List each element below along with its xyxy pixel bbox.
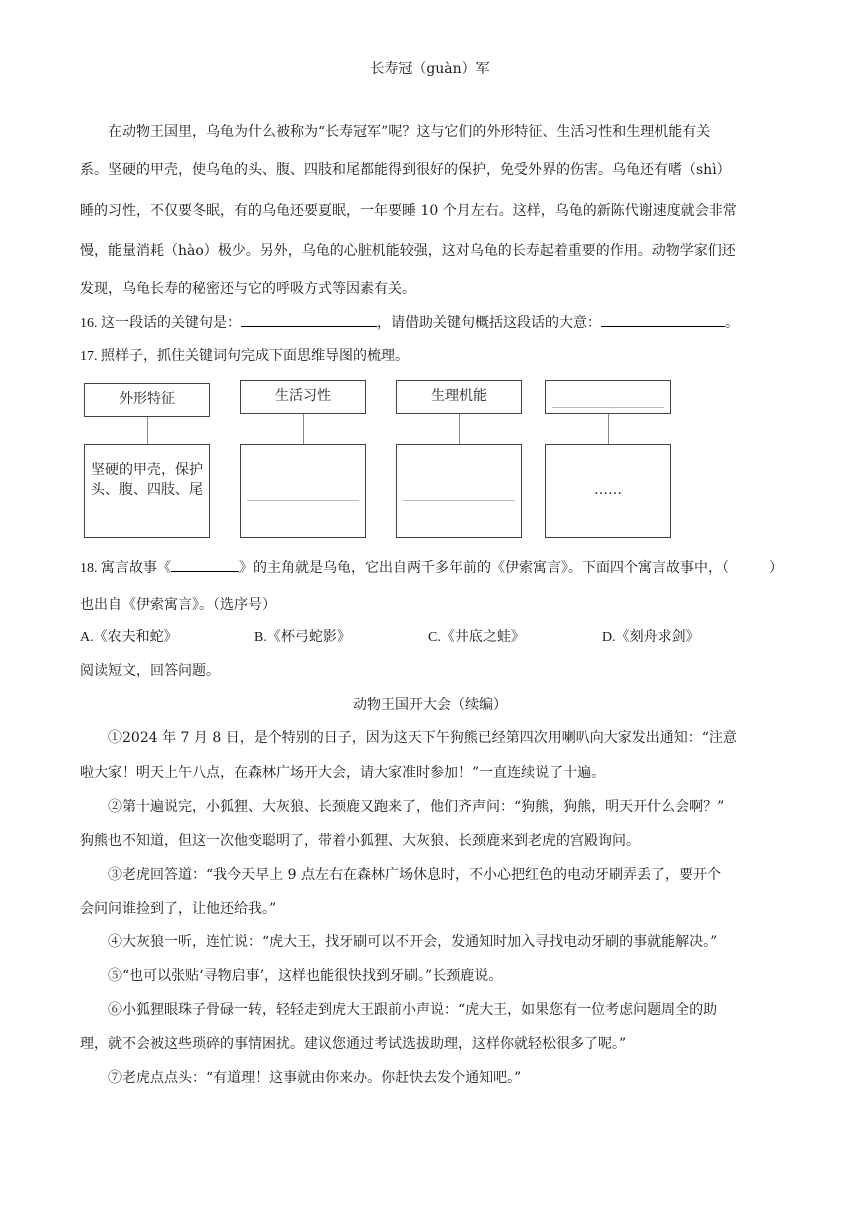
passage2-line: ②第十遍说完，小狐狸、大灰狼、长颈鹿又跑来了，他们齐声问：“狗熊，狗熊，明天开什么会啊？”	[108, 799, 725, 815]
passage2-line: ③老虎回答道：“我今天早上 9 点左右在森林广场休息时，不小心把红色的电动牙刷弄丢了，要开个	[108, 867, 721, 883]
mindmap-bottom-box	[84, 444, 210, 538]
passage1-line: 系。坚硬的甲壳，使乌龟的头、腹、四肢和尾都能得到很好的保护，免受外界的伤害。乌龟还有嗜（shì）	[80, 162, 731, 178]
passage2-line: 理，就不会被这些琐碎的事情困扰。建议您通过考试选拔助理，这样你就轻松很多了呢。”	[80, 1036, 627, 1052]
q18-prompt: 18. 寓言故事《	[80, 561, 171, 576]
mindmap-bottom-box	[545, 444, 671, 538]
q16-prompt: 16. 这一段话的关键句是：	[80, 316, 241, 331]
mindmap-connector	[147, 417, 148, 445]
passage2-title: 动物王国开大会（续编）	[353, 697, 507, 713]
mindmap-top-box	[84, 383, 210, 417]
mindmap-connector	[303, 414, 304, 444]
mindmap-top-box	[396, 380, 522, 414]
passage2-line: ①2024 年 7 月 8 日，是个特别的日子，因为这天下午狗熊已经第四次用喇叭向大家发出通知：“注意	[108, 730, 737, 746]
option-c[interactable]: C.《井底之蛙》	[428, 630, 525, 645]
q16-blank-key-sentence[interactable]	[241, 312, 377, 327]
passage2-line: ⑥小狐狸眼珠子骨碌一转，轻轻走到虎大王跟前小声说：“虎大王，如果您有一位考虑问题周全的助	[108, 1002, 718, 1018]
passage2-line: ④大灰狼一听，连忙说：“虎大王，找牙刷可以不开会，发通知时加入寻找电动牙刷的事就能解决。”	[108, 934, 718, 950]
mindmap-top-box[interactable]	[545, 380, 671, 414]
option-a[interactable]: A.《农夫和蛇》	[80, 630, 178, 645]
mindmap-top-label: 生理机能	[431, 388, 487, 404]
option-b[interactable]: B.《杯弓蛇影》	[254, 630, 351, 645]
question-16	[80, 312, 739, 332]
mindmap-example-text: 坚硬的甲壳，保护头、腹、四肢、尾	[91, 462, 203, 498]
passage2-line: 啦大家！明天上午八点，在森林广场开大会，请大家准时参加！”一直连续说了十遍。	[80, 765, 606, 781]
passage1-line: 发现，乌龟长寿的秘密还与它的呼吸方式等因素有关。	[80, 281, 416, 297]
passage1-line: 睡的习性，不仅要冬眠，有的乌龟还要夏眠，一年要睡 10 个月左右。这样，乌龟的新陈代谢速度就会非常	[80, 203, 737, 219]
option-d[interactable]: D.《刻舟求剑》	[602, 630, 700, 645]
passage2-line: ⑦老虎点点头：“有道理！这事就由你来办。你赶快去发个通知吧。”	[108, 1070, 522, 1086]
mindmap-answer-line[interactable]	[552, 407, 664, 408]
passage2-line: ⑤“也可以张贴‘寻物启事’，这样也能很快找到牙刷。”长颈鹿说。	[108, 968, 503, 984]
mindmap-top-label: 外形特征	[119, 391, 175, 407]
mindmap-bottom-box[interactable]	[240, 444, 366, 538]
q18-blank-story[interactable]	[171, 557, 239, 572]
passage1-line: 在动物王国里，乌龟为什么被称为“长寿冠军”呢？这与它们的外形特征、生活习性和生理机能有关	[108, 124, 711, 140]
reading-instruction: 阅读短文，回答问题。	[80, 664, 220, 679]
passage1-line: 慢，能量消耗（hào）极少。另外，乌龟的心脏机能较强，这对乌龟的长寿起着重要的作用。动物学家们还	[80, 243, 736, 259]
mindmap-answer-line[interactable]	[247, 500, 359, 501]
q16-end: 。	[725, 316, 739, 331]
question-17: 17. 照样子，抓住关键词句完成下面思维导图的梳理。	[80, 349, 409, 364]
mindmap-connector	[459, 414, 460, 444]
passage1-title: 长寿冠（guàn）军	[370, 61, 490, 77]
mindmap-bottom-box[interactable]	[396, 444, 522, 538]
question-18	[80, 557, 783, 577]
mindmap-answer-line[interactable]	[403, 500, 515, 501]
q16-prompt-2: ，请借助关键句概括这段话的大意：	[377, 316, 601, 331]
mindmap-top-box	[240, 380, 366, 414]
question-18-line2: 也出自《伊索寓言》。（选序号）	[80, 598, 276, 613]
mindmap-connector	[608, 414, 609, 444]
mindmap-ellipsis: ……	[594, 482, 622, 498]
q18-end: ）	[769, 561, 783, 576]
q18-prompt-2: 》的主角就是乌龟，它出自两千多年前的《伊索寓言》。下面四个寓言故事中，（	[239, 561, 729, 576]
passage2-line: 会问问谁捡到了，让他还给我。”	[80, 901, 277, 917]
mindmap-top-label: 生活习性	[275, 388, 331, 404]
q16-blank-main-idea[interactable]	[601, 312, 725, 327]
passage2-line: 狗熊也不知道，但这一次他变聪明了，带着小狐狸、大灰狼、长颈鹿来到老虎的宫殿询问。	[80, 833, 640, 849]
